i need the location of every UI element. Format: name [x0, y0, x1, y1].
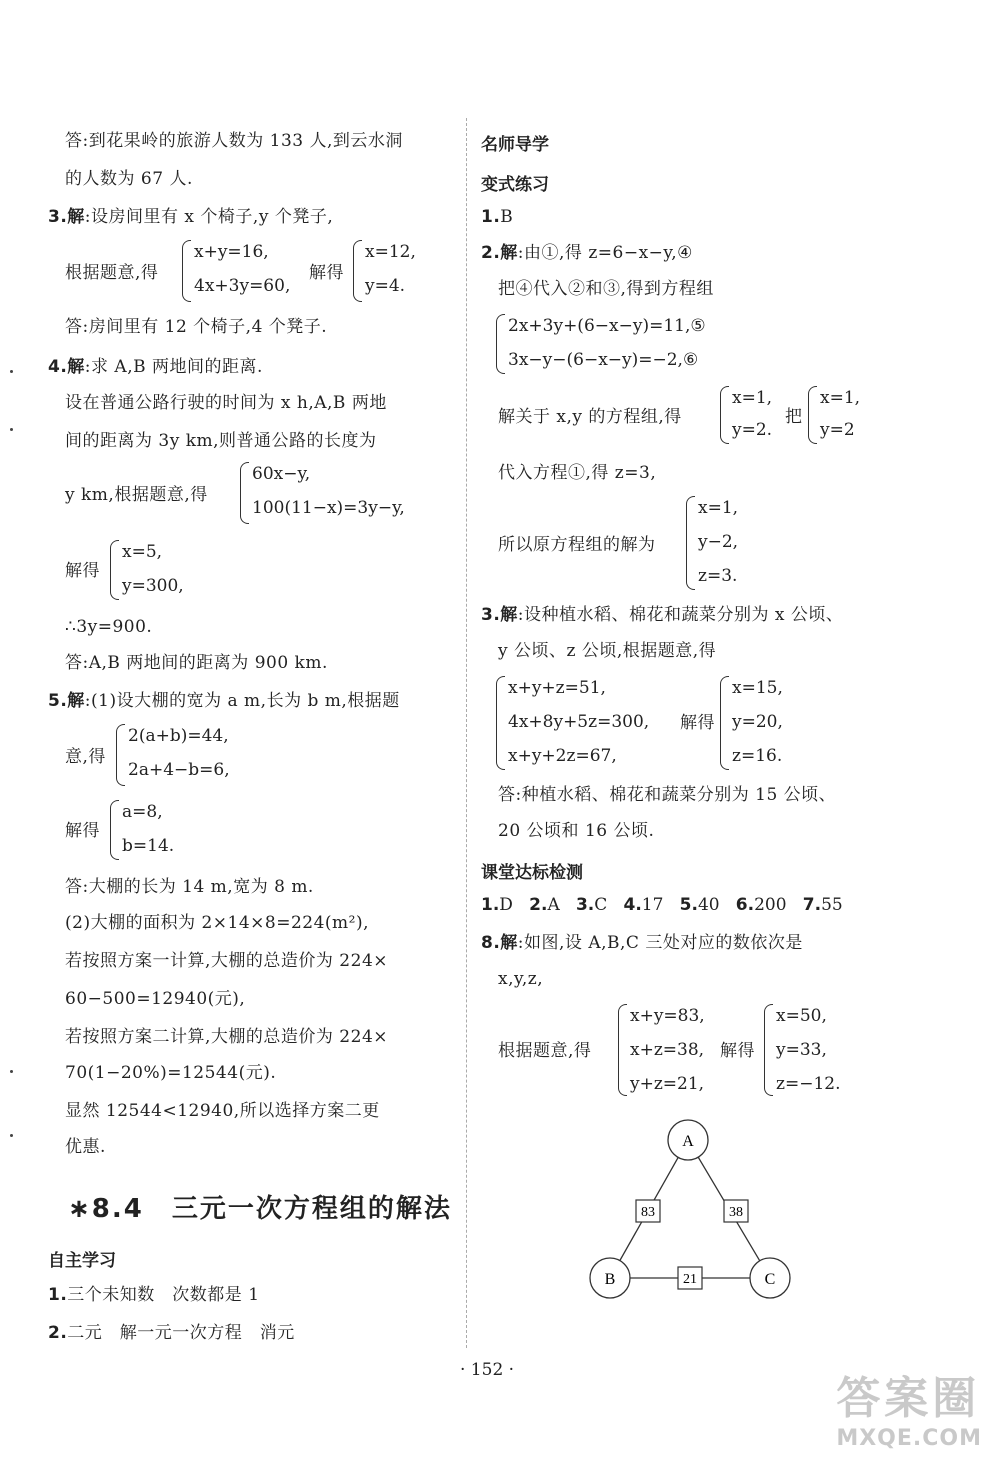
text-line: 若按照方案二计算,大棚的总造价为 224×	[65, 1027, 388, 1047]
text-line: 70(1−20%)=12544(元).	[65, 1063, 277, 1083]
text-line: 根据题意,得	[65, 263, 159, 283]
margin-mark	[10, 370, 13, 373]
text-line: 答:A,B 两地间的距离为 900 km.	[65, 653, 328, 673]
equation: x=1,	[820, 388, 861, 408]
text-line: 根据题意,得	[498, 1041, 592, 1061]
box-bc-value: 21	[683, 1272, 697, 1287]
text-line: 设在普通公路行驶的时间为 x h,A,B 两地	[65, 393, 387, 413]
problem-number: 7.	[802, 895, 822, 915]
section-title: ∗8.4 三元一次方程组的解法	[68, 1194, 452, 1224]
equation-system	[720, 386, 780, 444]
problem-text: :(1)设大棚的宽为 a m,长为 b m,根据题	[84, 691, 400, 711]
equation-system	[182, 240, 302, 302]
problem-number: 8.	[481, 933, 501, 953]
text-line: 的人数为 67 人.	[65, 169, 193, 189]
node-c-label: C	[764, 1271, 776, 1288]
solution-label: 解	[500, 243, 518, 263]
watermark-logo-text: 答案圈	[836, 1373, 981, 1424]
equation: x+y+z=51,	[508, 678, 606, 698]
heading-class-check: 课堂达标检测	[481, 863, 583, 883]
solution-label: 解	[67, 207, 85, 227]
answer-text: 55	[821, 895, 843, 915]
equation: z=3.	[698, 566, 738, 586]
watermark	[836, 1362, 982, 1451]
equation: x=15,	[732, 678, 783, 698]
text-line: 代入方程①,得 z=3,	[498, 463, 657, 483]
margin-mark	[10, 428, 13, 431]
equation: y=20,	[732, 712, 783, 732]
solution-label: 解	[67, 691, 85, 711]
answer-text: D	[499, 895, 513, 915]
equation: x=5,	[122, 542, 163, 562]
problem-2	[481, 242, 693, 264]
problem-number: 2.	[481, 243, 501, 263]
equation: y+z=21,	[630, 1074, 705, 1094]
answer-text: 200	[754, 895, 787, 915]
text-line: 答:到花果岭的旅游人数为 133 人,到云水洞	[65, 131, 403, 151]
text-line: ∴3y=900.	[65, 617, 153, 637]
equation: a=8,	[122, 802, 163, 822]
equation: 2a+4−b=6,	[128, 760, 230, 780]
answer-1	[48, 1284, 260, 1306]
text-line: 答:大棚的长为 14 m,宽为 8 m.	[65, 877, 314, 897]
margin-mark	[10, 1134, 13, 1137]
equation: x=50,	[776, 1006, 827, 1026]
watermark-url: MXQE.COM	[836, 1426, 982, 1451]
heading-variant-practice: 变式练习	[481, 175, 549, 195]
text-line: 解得	[65, 821, 100, 841]
problem-number: 2.	[529, 895, 548, 915]
equation: x+y=16,	[194, 242, 269, 262]
equation: 3x−y−(6−x−y)=−2,⑥	[508, 350, 699, 370]
equation-system	[240, 462, 450, 524]
box-ab-value: 83	[641, 1205, 655, 1220]
text-line: 答:房间里有 12 个椅子,4 个凳子.	[65, 317, 328, 337]
text-line: 意,得	[65, 747, 106, 767]
equation: x+y=83,	[630, 1006, 705, 1026]
problem-number: 5.	[679, 895, 698, 915]
problem-text: :求 A,B 两地间的距离.	[84, 357, 263, 377]
answer-text: A	[547, 895, 560, 915]
answer-text: 40	[697, 895, 720, 915]
problem-number: 5.	[48, 691, 68, 711]
text-line: 间的距离为 3y km,则普通公路的长度为	[65, 431, 377, 451]
text-line: 把	[785, 407, 803, 427]
problem-text: :设种植水稻、棉花和蔬菜分别为 x 公顷、	[517, 605, 844, 625]
text-line: 把④代入②和③,得到方程组	[498, 279, 714, 299]
equation-system	[496, 676, 681, 770]
equation-system	[353, 240, 443, 302]
box-ac-value: 38	[729, 1205, 743, 1220]
answer-1	[481, 206, 513, 228]
text-line: 若按照方案一计算,大棚的总造价为 224×	[65, 951, 388, 971]
text-line: x,y,z,	[498, 969, 544, 989]
text-line: 解得	[309, 263, 344, 283]
equation-system	[110, 800, 210, 860]
equation-system	[110, 540, 210, 600]
equation: 2(a+b)=44,	[128, 726, 229, 746]
equation: x=1,	[732, 388, 773, 408]
answer-text: C	[594, 895, 608, 915]
text-line: 20 公顷和 16 公顷.	[498, 821, 655, 841]
node-a-label: A	[682, 1133, 694, 1150]
equation-system	[496, 314, 796, 374]
equation: z=−12.	[776, 1074, 841, 1094]
problem-5	[48, 690, 400, 712]
text-line: 解得	[720, 1041, 755, 1061]
equation: x+y+2z=67,	[508, 746, 617, 766]
problem-number: 2.	[48, 1323, 68, 1343]
equation: 60x−y,	[252, 464, 311, 484]
equation: y=4.	[365, 276, 406, 296]
equation-system	[116, 724, 266, 786]
equation: y=33,	[776, 1040, 827, 1060]
equation: x=12,	[365, 242, 416, 262]
problem-text: :如图,设 A,B,C 三处对应的数依次是	[517, 933, 803, 953]
text-line: y 公顷、z 公顷,根据题意,得	[498, 641, 717, 661]
answer-text: 三个未知数 次数都是 1	[67, 1285, 260, 1305]
problem-3	[48, 206, 333, 228]
margin-mark	[10, 1070, 13, 1073]
problem-number: 4.	[48, 357, 68, 377]
equation-system	[808, 386, 868, 444]
equation: y=2.	[732, 420, 773, 440]
equation: 100(11−x)=3y−y,	[252, 498, 405, 518]
problem-number: 1.	[481, 207, 501, 227]
text-line: 解得	[65, 561, 100, 581]
text-line: 优惠.	[65, 1137, 106, 1157]
node-b-label: B	[604, 1271, 616, 1288]
equation: 2x+3y+(6−x−y)=11,⑤	[508, 316, 706, 336]
answer-text: B	[500, 207, 514, 227]
problem-number: 6.	[735, 895, 755, 915]
equation: y=2	[820, 420, 855, 440]
problem-number: 3.	[481, 605, 501, 625]
equation: x=1,	[698, 498, 739, 518]
solution-label: 解	[500, 933, 518, 953]
text-line: 解得	[680, 713, 715, 733]
equation-system	[764, 1004, 864, 1096]
equation: y−2,	[698, 532, 739, 552]
equation-system	[720, 676, 810, 770]
equation-system	[686, 496, 766, 590]
problem-number: 1.	[481, 895, 500, 915]
text-line: 所以原方程组的解为	[498, 535, 656, 555]
triangle-diagram	[580, 1118, 800, 1318]
problem-text: :由①,得 z=6−x−y,④	[517, 243, 693, 263]
heading-teacher-guide: 名师导学	[481, 135, 549, 155]
problem-number: 1.	[48, 1285, 68, 1305]
solution-label: 解	[500, 605, 518, 625]
text-line: 60−500=12940(元),	[65, 989, 246, 1009]
solution-label: 解	[67, 357, 85, 377]
text-line: y km,根据题意,得	[65, 485, 208, 505]
problem-number: 3.	[48, 207, 68, 227]
problem-8	[481, 932, 803, 954]
answer-text: 17	[641, 895, 664, 915]
equation: 4x+3y=60,	[194, 276, 291, 296]
quick-answers	[481, 894, 843, 916]
answer-text: 二元 解一元一次方程 消元	[67, 1323, 295, 1343]
page-number: · 152 ·	[460, 1360, 515, 1380]
equation: 4x+8y+5z=300,	[508, 712, 650, 732]
text-line: 显然 12544<12940,所以选择方案二更	[65, 1101, 380, 1121]
column-divider	[466, 118, 467, 1348]
equation: y=300,	[122, 576, 184, 596]
problem-4	[48, 356, 263, 378]
text-line: (2)大棚的面积为 2×14×8=224(m²),	[65, 913, 370, 933]
equation: b=14.	[122, 836, 175, 856]
equation: x+z=38,	[630, 1040, 705, 1060]
text-line: 解关于 x,y 的方程组,得	[498, 407, 682, 427]
problem-3	[481, 604, 843, 626]
problem-text: :设房间里有 x 个椅子,y 个凳子,	[84, 207, 334, 227]
problem-number: 3.	[575, 895, 595, 915]
heading-self-study: 自主学习	[48, 1251, 116, 1271]
problem-number: 4.	[623, 895, 642, 915]
answer-2	[48, 1322, 295, 1344]
equation: z=16.	[732, 746, 783, 766]
text-line: 答:种植水稻、棉花和蔬菜分别为 15 公顷、	[498, 785, 837, 805]
